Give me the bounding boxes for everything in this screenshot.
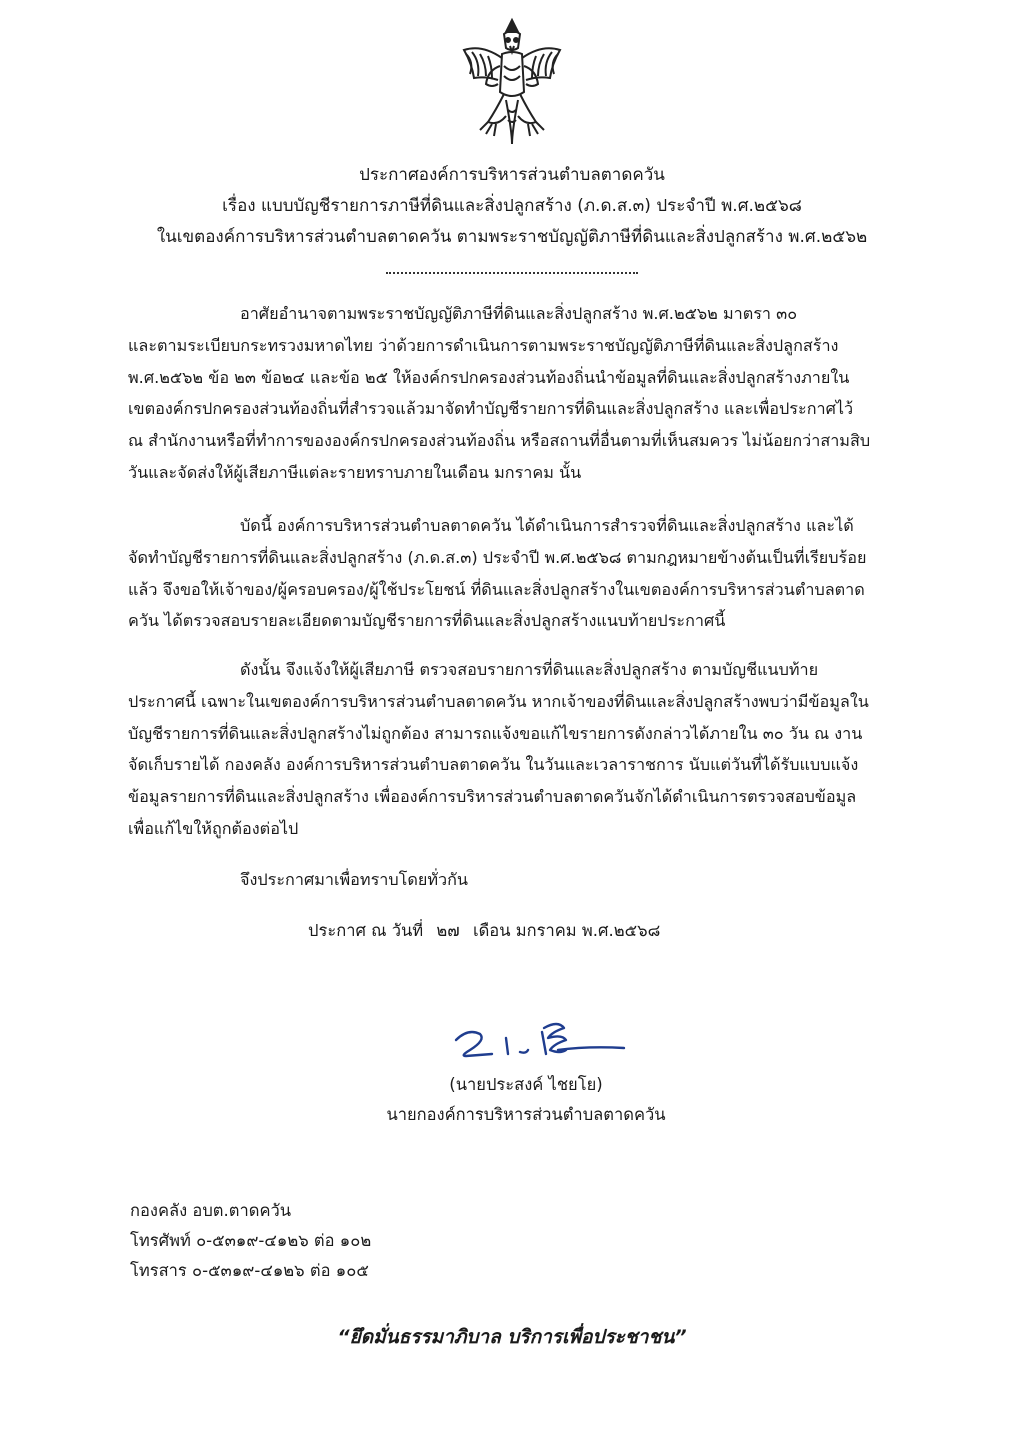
paragraph-line: และตามระเบียบกระทรวงมหาดไทย ว่าด้วยการดำเนินการตามพระราชบัญญัติภาษีที่ดินและสิ่งปลูกสร้าง	[128, 335, 839, 355]
signer-name: (นายประสงค์ ไชยโย)	[449, 1075, 603, 1094]
header-scope: ในเขตองค์การบริหารส่วนตำบลตาดควัน ตามพระราชบัญญัติภาษีที่ดินและสิ่งปลูกสร้าง พ.ศ.๒๕๖๒	[156, 227, 868, 247]
paragraph-line: เพื่อแก้ไขให้ถูกต้องต่อไป	[128, 818, 299, 838]
contact-department: กองคลัง อบต.ตาดควัน	[130, 1201, 292, 1220]
date-day: ๒๗	[436, 921, 460, 940]
paragraph-3	[128, 654, 904, 845]
paragraph-line: วันและจัดส่งให้ผู้เสียภาษีแต่ละรายทราบภายในเดือน มกราคม นั้น	[128, 462, 582, 482]
paragraph-line: ดังนั้น จึงแจ้งให้ผู้เสียภาษี ตรวจสอบรายการที่ดินและสิ่งปลูกสร้าง ตามบัญชีแนบท้าย	[240, 660, 819, 679]
document-header	[130, 160, 894, 253]
announcement-date	[308, 918, 668, 944]
paragraph-1	[128, 298, 904, 489]
paragraph-4	[128, 864, 904, 896]
header-subject: เรื่อง แบบบัญชีรายการภาษีที่ดินและสิ่งปลูกสร้าง (ภ.ด.ส.๓) ประจำปี พ.ศ.๒๕๖๘	[222, 196, 802, 216]
closing-line: จึงประกาศมาเพื่อทราบโดยทั่วกัน	[240, 870, 468, 889]
paragraph-line: จัดเก็บรายได้ กองคลัง องค์การบริหารส่วนตำบลตาดควัน ในวันและเวลาราชการ นับแต่วันที่ได้รับแบบแจ้ง	[128, 755, 859, 775]
contact-fax: โทรสาร ๐-๕๓๑๙-๔๑๒๖ ต่อ ๑๐๕	[130, 1261, 369, 1280]
paragraph-line: ณ สำนักงานหรือที่ทำการขององค์กรปกครองส่วนท้องถิ่น หรือสถานที่อื่นตามที่เห็นสมควร ไม่น้อยกว่าสามสิบ	[128, 431, 871, 451]
contact-block	[130, 1196, 371, 1286]
paragraph-line: พ.ศ.๒๕๖๒ ข้อ ๒๓ ข้อ๒๔ และข้อ ๒๕ ให้องค์กรปกครองส่วนท้องถิ่นนำข้อมูลที่ดินและสิ่งปลูกสร้างภายใน	[128, 367, 850, 387]
motto: “ยึดมั่นธรรมาภิบาล บริการเพื่อประชาชน”	[337, 1326, 687, 1348]
date-prefix: ประกาศ ณ วันที่	[308, 921, 424, 940]
handwritten-signature-icon	[448, 1010, 638, 1070]
header-divider	[386, 258, 638, 274]
paragraph-line: ควัน ได้ตรวจสอบรายละเอียดตามบัญชีรายการที่ดินและสิ่งปลูกสร้างแนบท้ายประกาศนี้	[128, 611, 726, 631]
paragraph-line: บัญชีรายการที่ดินและสิ่งปลูกสร้างไม่ถูกต้อง สามารถแจ้งขอแก้ไขรายการดังกล่าวได้ภายใน ๓๐ วัน ณ งาน	[128, 723, 863, 743]
paragraph-line: ประกาศนี้ เฉพาะในเขตองค์การบริหารส่วนตำบลตาดควัน หากเจ้าของที่ดินและสิ่งปลูกสร้างพบว่ามีข้อมูลใน	[128, 691, 869, 711]
paragraph-line: แล้ว จึงขอให้เจ้าของ/ผู้ครอบครอง/ผู้ใช้ประโยชน์ ที่ดินและสิ่งปลูกสร้างในเขตองค์การบริหารส่วนตำบลตาด	[128, 579, 865, 599]
signer-position: นายกองค์การบริหารส่วนตำบลตาดควัน	[386, 1105, 666, 1124]
paragraph-line: จัดทำบัญชีรายการที่ดินและสิ่งปลูกสร้าง (ภ.ด.ส.๓) ประจำปี พ.ศ.๒๕๖๘ ตามกฎหมายข้างต้นเป็นที่เรียบร้อย	[128, 547, 867, 567]
header-title: ประกาศองค์การบริหารส่วนตำบลตาดควัน	[359, 165, 665, 185]
paragraph-2	[128, 510, 904, 637]
contact-phone: โทรศัพท์ ๐-๕๓๑๙-๔๑๒๖ ต่อ ๑๐๒	[130, 1231, 372, 1250]
paragraph-line: อาศัยอำนาจตามพระราชบัญญัติภาษีที่ดินและสิ่งปลูกสร้าง พ.ศ.๒๕๖๒ มาตรา ๓๐	[240, 304, 798, 323]
paragraph-line: เขตองค์กรปกครองส่วนท้องถิ่นที่สำรวจแล้วมาจัดทำบัญชีรายการที่ดินและสิ่งปลูกสร้าง และเพื่อประกาศไว้	[128, 399, 854, 419]
garuda-emblem-icon	[452, 14, 572, 150]
date-month-year: เดือน มกราคม พ.ศ.๒๕๖๘	[472, 921, 661, 940]
paragraph-line: บัดนี้ องค์การบริหารส่วนตำบลตาดควัน ได้ดำเนินการสำรวจที่ดินและสิ่งปลูกสร้าง และได้	[240, 516, 854, 535]
paragraph-line: ข้อมูลรายการที่ดินและสิ่งปลูกสร้าง เพื่อองค์การบริหารส่วนตำบลตาดควันจักได้ดำเนินการตรวจสอบข้อมูล	[128, 787, 857, 807]
